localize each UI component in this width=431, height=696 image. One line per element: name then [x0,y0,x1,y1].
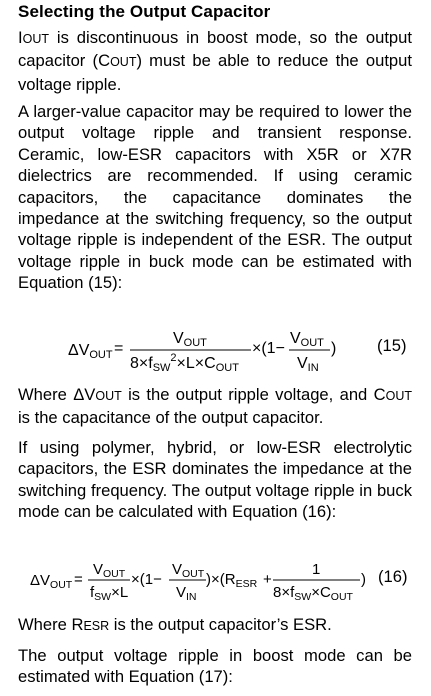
paragraph-where-resr [18,614,412,637]
eq15-denominator: 8×fSW$^2$×L×COUT [130,352,239,374]
cout-subscript: OUT [385,389,412,403]
eq16-b-numerator: $V_{OUT}$ [172,561,205,580]
resr-subscript: ESR [83,619,110,633]
eq16-a-denominator: $f_{SW}\times L$ [90,584,129,603]
eq15-lhs: ΔVOUT [68,342,113,361]
paragraph-boost-ripple: The output voltage ripple in boost mode can be estimated with Equation (17): [18,646,412,687]
cout-subscript: OUT [110,55,137,70]
paragraph-text: is the capacitance of the output capacitor. [18,408,324,428]
paragraph-text: is the output ripple voltage, and C [121,385,386,404]
eq16-b-denominator: $V_{IN}$ [176,584,197,603]
paragraph-text: Where ΔV [18,385,96,404]
paragraph-iout-discontinuous [18,27,412,95]
paragraph-text: is the output capacitor’s ESR. [109,615,332,634]
eq16-mid: )$\times(R_{ESR}$ [206,571,258,590]
section-heading: Selecting the Output Capacitor [18,2,271,21]
equation-16 [0,555,431,615]
paragraph-polymer-capacitors: If using polymer, hybrid, or low-ESR electrolytic capacitors, the ESR dominates the impedance at the switching frequency. The output voltage ripple in buck mode can be calculated with Equation (16): [18,438,412,522]
eq15-times-open: ×(1− [252,340,285,357]
eq16-times-open: ×(1− [131,571,162,588]
eq15-frac2-numerator: VOUT [290,330,324,349]
paragraph-ceramic-capacitors: A larger-value capacitor may be required to lower the output voltage ripple and transient response. Ceramic, low-ESR capacitors with X5R or X7R dielectrics are recommended. If using ceramic capacitors, the capacitance dominates the impedance at the switching frequency, so the output voltage ripple is independent of the ESR. The output voltage ripple in buck mode can be estimated with Equation (15): [18,102,412,293]
eq15-number: (15) [377,336,407,355]
eq16-c-denominator: $8\times f_{SW}\times C_{OUT}$ [273,584,353,603]
eq16-number: (16) [378,567,408,586]
eq16-equals: = [74,571,83,588]
paragraph-text: ) must be able to reduce the output voltage ripple. [18,51,413,94]
equation-15 [0,322,431,382]
eq16-plus: + [263,571,272,588]
eq16-close: ) [361,571,366,588]
eq16-c-numerator: 1 [312,561,321,578]
eq15-numerator: VOUT [173,330,207,349]
eq16-lhs: $\Delta V_{OUT}$ [30,572,73,591]
paragraph-text: Where R [18,615,84,634]
iout-subscript: OUT [22,32,50,46]
paragraph-text: is discontinuous in boost mode, so the output capacitor (C [18,28,412,71]
eq15-frac2-denominator: VIN [297,355,319,374]
eq15-equals: = [114,340,124,357]
iout-symbol: I [18,28,23,47]
paragraph-where-dvout [18,384,412,429]
eq15-close: ) [331,340,337,357]
eq16-a-numerator: $V_{OUT}$ [93,561,126,580]
dvout-subscript: OUT [95,389,122,403]
